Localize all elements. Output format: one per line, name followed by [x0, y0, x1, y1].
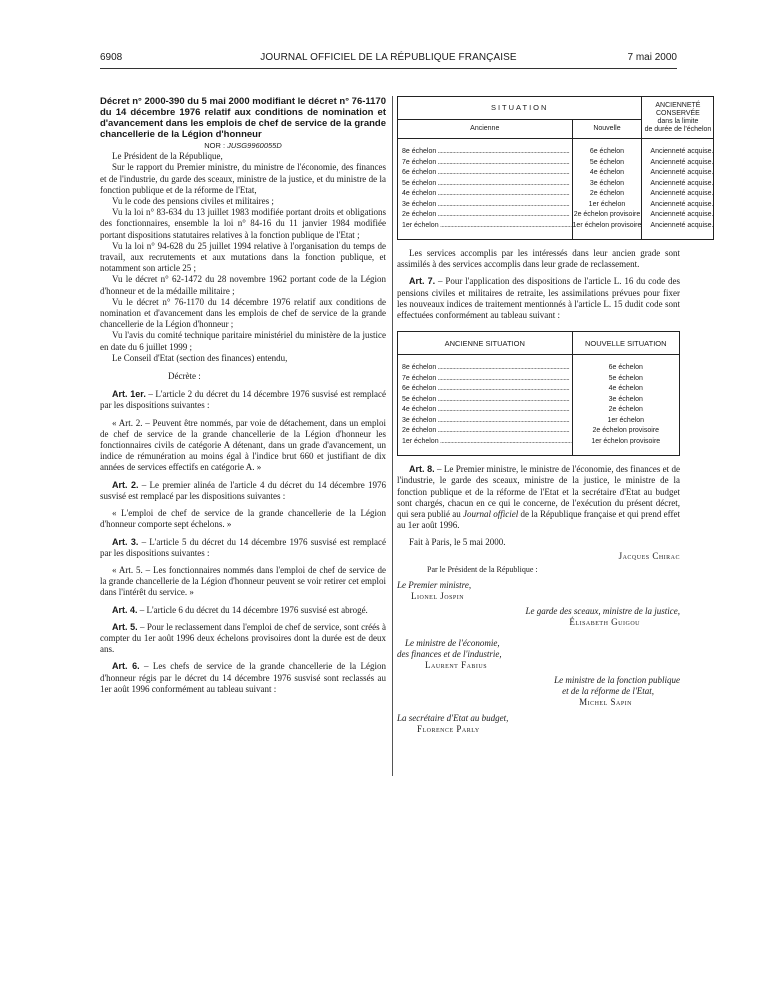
- anciennete-cell: Ancienneté acquise.: [650, 169, 714, 176]
- preamble-3: Vu la loi n° 83-634 du 13 juillet 1983 modifiée portant droits et obligations des fonctionnaires, ensemble la loi n° 84-16 du 11 janvier 1984 modifiée portant dispositions statutaires relatives à la fonction publique de l'Etat ;: [100, 207, 386, 240]
- column-divider: [392, 96, 393, 776]
- ancienne-situation-cell: 5e échelon .....: [402, 395, 572, 406]
- ancienne-situation-cell: 8e échelon .....: [402, 363, 572, 374]
- article-1: Art. 1er. – L'article 2 du décret du 14 décembre 1976 susvisé est remplacé par les dispositions suivantes :: [100, 389, 386, 411]
- preamble-6: Vu le décret n° 76-1170 du 14 décembre 1976 relatif aux conditions de nomination et d'avancement dans les emplois de chef de service de la grande chancellerie de la Légion d'honneur ;: [100, 296, 386, 330]
- signatures: [397, 537, 680, 735]
- eco-title-2: des finances et de l'industrie,: [397, 649, 502, 660]
- assimilation-table: [397, 331, 680, 456]
- gds-title: Le garde des sceaux, ministre de la justice,: [525, 606, 680, 617]
- ancienne-cell: 1er échelon .....: [402, 221, 572, 232]
- article-3-quote: « Art. 5. – Les fonctionnaires nommés dans l'emploi de chef de service de la grande chancellerie de la Légion d'honneur peuvent se voir retirer cet emploi dans l'intérêt du service. »: [100, 564, 386, 598]
- eco-name: Laurent Fabius: [425, 660, 488, 671]
- pm-title: Le Premier ministre,: [397, 580, 472, 591]
- fait-a-paris: Fait à Paris, le 5 mai 2000.: [409, 537, 506, 548]
- nouvelle-situation-cell: 2e échelon: [608, 406, 643, 414]
- nouvelle-situation-header: NOUVELLE SITUATION: [572, 332, 679, 355]
- fp-title-2: et de la réforme de l'Etat,: [562, 686, 654, 697]
- ancienne-cell: 7e échelon .....: [402, 158, 572, 169]
- nouvelle-situation-cell: 2e échelon provisoire: [592, 427, 660, 435]
- nor-value: JUSG9960055D: [227, 141, 282, 150]
- budget-name: Florence Parly: [417, 724, 480, 735]
- anciennete-cell: Ancienneté acquise.: [650, 179, 714, 187]
- par-le-president: Par le Président de la République :: [427, 565, 538, 575]
- article-3: Art. 3. – L'article 5 du décret du 14 décembre 1976 susvisé est remplacé par les dispositions suivantes :: [100, 536, 386, 558]
- ancienne-header: Ancienne: [398, 120, 573, 139]
- nouvelle-cell: 1er échelon provisoire: [572, 221, 642, 229]
- article-5: Art. 5. – Pour le reclassement dans l'emploi de chef de service, sont créés à compter du 1er août 1996 deux échelons provisoires dont la durée est de deux ans.: [100, 621, 387, 655]
- reclassement-table: [397, 96, 714, 240]
- situation-header: SITUATION: [398, 97, 642, 120]
- ancienne-cell: 3e échelon .....: [402, 200, 572, 211]
- nouvelle-header: Nouvelle: [572, 120, 642, 139]
- gds-name: Élisabeth Guigou: [569, 617, 640, 628]
- anciennete-cell: Ancienneté acquise.: [650, 148, 714, 155]
- article-7-label: Art. 7.: [409, 276, 436, 287]
- nouvelle-situation-cell: 6e échelon: [608, 364, 643, 372]
- article-7: Art. 7. – Pour l'application des dispositions de l'article L. 16 du code des pensions civiles et militaires de retraite, les assimilations prévues pour fixer les nouveaux indices de traitement mentionnés à l'article L. 15 dudit code sont effectuées conformément au tableau suivant :: [397, 276, 680, 321]
- fp-name: Michel Sapin: [579, 697, 632, 708]
- preamble-8: Le Conseil d'Etat (section des finances) entendu,: [112, 352, 288, 363]
- nor-reference: NOR : JUSG9960055D: [204, 141, 282, 150]
- page-header: [100, 52, 677, 66]
- nouvelle-situation-cell: 3e échelon: [608, 395, 643, 403]
- ancienne-situation-cell: 2e échelon .....: [402, 426, 572, 437]
- article-2-quote: « L'emploi de chef de service de la grande chancellerie de la Légion d'honneur comporte sept échelons. »: [100, 508, 386, 530]
- nouvelle-situation-cell: 4e échelon: [608, 385, 643, 393]
- preamble-4: Vu la loi n° 94-628 du 25 juillet 1994 relative à l'organisation du temps de travail, aux recrutements et aux mutations dans la fonction publique, et notamment son article 25 ;: [100, 240, 386, 274]
- article-6-label: Art. 6.: [112, 661, 140, 672]
- ancienne-cell: 6e échelon .....: [402, 168, 572, 179]
- ancienne-situation-cell: 4e échelon .....: [402, 405, 572, 416]
- nouvelle-situation-cell: 1er échelon provisoire: [591, 437, 661, 445]
- article-4-label: Art. 4.: [112, 604, 138, 615]
- preamble-0: Le Président de la République,: [112, 151, 223, 162]
- journal-officiel-italic: Journal officiel: [462, 509, 519, 520]
- fp-title-1: Le ministre de la fonction publique: [554, 675, 680, 686]
- ancienne-cell: 5e échelon .....: [402, 179, 572, 190]
- table-row: [398, 363, 680, 447]
- article-8: Art. 8. – Le Premier ministre, le ministre de l'économie, des finances et de l'industrie, le garde des sceaux, ministre de la justice, le ministre de la fonction publique et de la réforme de l'Etat et la secrétaire d'Etat au budget sont chargés, chacun en ce qui le concerne, de l'exécution du présent décret, qui sera publié au Journal officiel de la République française et qui prend effet au 1er août 1996.: [397, 464, 681, 531]
- anciennete-cell: Ancienneté acquise.: [650, 221, 714, 229]
- page-number: 6908: [100, 52, 123, 63]
- article-8-label: Art. 8.: [409, 464, 435, 475]
- ancienne-cell: 2e échelon .....: [402, 210, 572, 221]
- nouvelle-cell: 2e échelon: [589, 190, 625, 197]
- nouvelle-cell: 6e échelon: [589, 148, 625, 155]
- nouvelle-situation-cell: 1er échelon: [607, 416, 645, 424]
- ancienne-situation-cell: 6e échelon .....: [402, 384, 572, 395]
- anciennete-cell: Ancienneté acquise.: [650, 158, 714, 166]
- ancienne-cell: 4e échelon .....: [402, 189, 572, 200]
- nouvelle-cell: 2e échelon provisoire: [573, 211, 641, 218]
- pm-name: Lionel Jospin: [411, 591, 465, 602]
- issue-date: 7 mai 2000: [627, 52, 677, 63]
- ancienne-situation-cell: 7e échelon .....: [402, 374, 572, 385]
- ancienne-situation-header: ANCIENNE SITUATION: [398, 332, 573, 355]
- right-column: [397, 96, 714, 735]
- decrete: Décrète :: [168, 371, 201, 382]
- anciennete-cell: Ancienneté acquise.: [650, 211, 714, 218]
- article-1-quote: « Art. 2. – Peuvent être nommés, par voie de détachement, dans un emploi de chef de service de la grande chancellerie de la Légion d'honneur les fonctionnaires civils de catégorie A détenant, dans un grade d'avancement, un indice de rémunération au moins égal à l'indice brut 660 et justifiant de dix années de services effectifs en catégorie A. »: [100, 417, 386, 473]
- nouvelle-cell: 3e échelon: [589, 179, 625, 187]
- after-table-1: Les services accomplis par les intéressés dans leur ancien grade sont assimilés à des services accomplis dans leur grade de reclassement.: [397, 248, 680, 270]
- preamble-2: Vu le code des pensions civiles et militaires ;: [112, 196, 274, 207]
- ancienne-cell: 8e échelon .....: [402, 147, 572, 158]
- left-column: [100, 96, 386, 695]
- president-name: Jacques Chirac: [618, 551, 680, 562]
- preamble-1: Sur le rapport du Premier ministre, du ministre de l'économie, des finances et de l'industrie, du garde des sceaux, ministre de la justice, et du ministre de la fonction publique et de la réforme de l'Etat,: [100, 162, 386, 195]
- article-2: Art. 2. – Le premier alinéa de l'article 4 du décret du 14 décembre 1976 susvisé est remplacé par les dispositions suivantes :: [100, 479, 386, 501]
- nouvelle-cell: 5e échelon: [589, 158, 625, 166]
- budget-title: La secrétaire d'Etat au budget,: [397, 713, 509, 724]
- nouvelle-cell: 4e échelon: [589, 169, 625, 176]
- preamble-7: Vu l'avis du comité technique paritaire ministériel du ministère de la justice en date du 6 juillet 1999 ;: [100, 330, 386, 352]
- header-rule: [100, 68, 677, 69]
- anciennete-cell: Ancienneté acquise.: [650, 200, 714, 208]
- anciennete-header: ANCIENNETÉ CONSERVÉE dans la limite de durée de l'échelon: [642, 97, 714, 139]
- article-4: Art. 4. – L'article 6 du décret du 14 décembre 1976 susvisé est abrogé.: [112, 604, 368, 615]
- ancienne-situation-cell: 1er échelon .....: [402, 437, 572, 448]
- article-2-label: Art. 2.: [112, 479, 139, 490]
- decree-title: Décret n° 2000-390 du 5 mai 2000 modifiant le décret n° 76-1170 du 14 décembre 1976 relatif aux conditions de nomination et d'avancement dans les emplois de chef de service de la grande chancellerie de la Légion d'honneur: [100, 96, 386, 140]
- article-3-label: Art. 3.: [112, 536, 139, 547]
- eco-title-1: Le ministre de l'économie,: [405, 638, 500, 649]
- preamble-5: Vu le décret n° 62-1472 du 28 novembre 1962 portant code de la Légion d'honneur et de la médaille militaire ;: [100, 274, 386, 296]
- nouvelle-situation-cell: 5e échelon: [608, 374, 643, 382]
- journal-title: JOURNAL OFFICIEL DE LA RÉPUBLIQUE FRANÇAISE: [260, 52, 517, 63]
- nouvelle-cell: 1er échelon: [588, 200, 626, 208]
- ancienne-situation-cell: 3e échelon .....: [402, 416, 572, 427]
- article-5-label: Art. 5.: [112, 621, 138, 632]
- article-1-label: Art. 1er.: [112, 389, 146, 400]
- article-6: Art. 6. – Les chefs de service de la grande chancellerie de la Légion d'honneur régis par le décret du 14 décembre 1976 susvisé sont reclassés au 1er août 1996 conformément au tableau suivant :: [100, 661, 386, 694]
- anciennete-cell: Ancienneté acquise.: [650, 190, 714, 197]
- table-row: [398, 147, 714, 231]
